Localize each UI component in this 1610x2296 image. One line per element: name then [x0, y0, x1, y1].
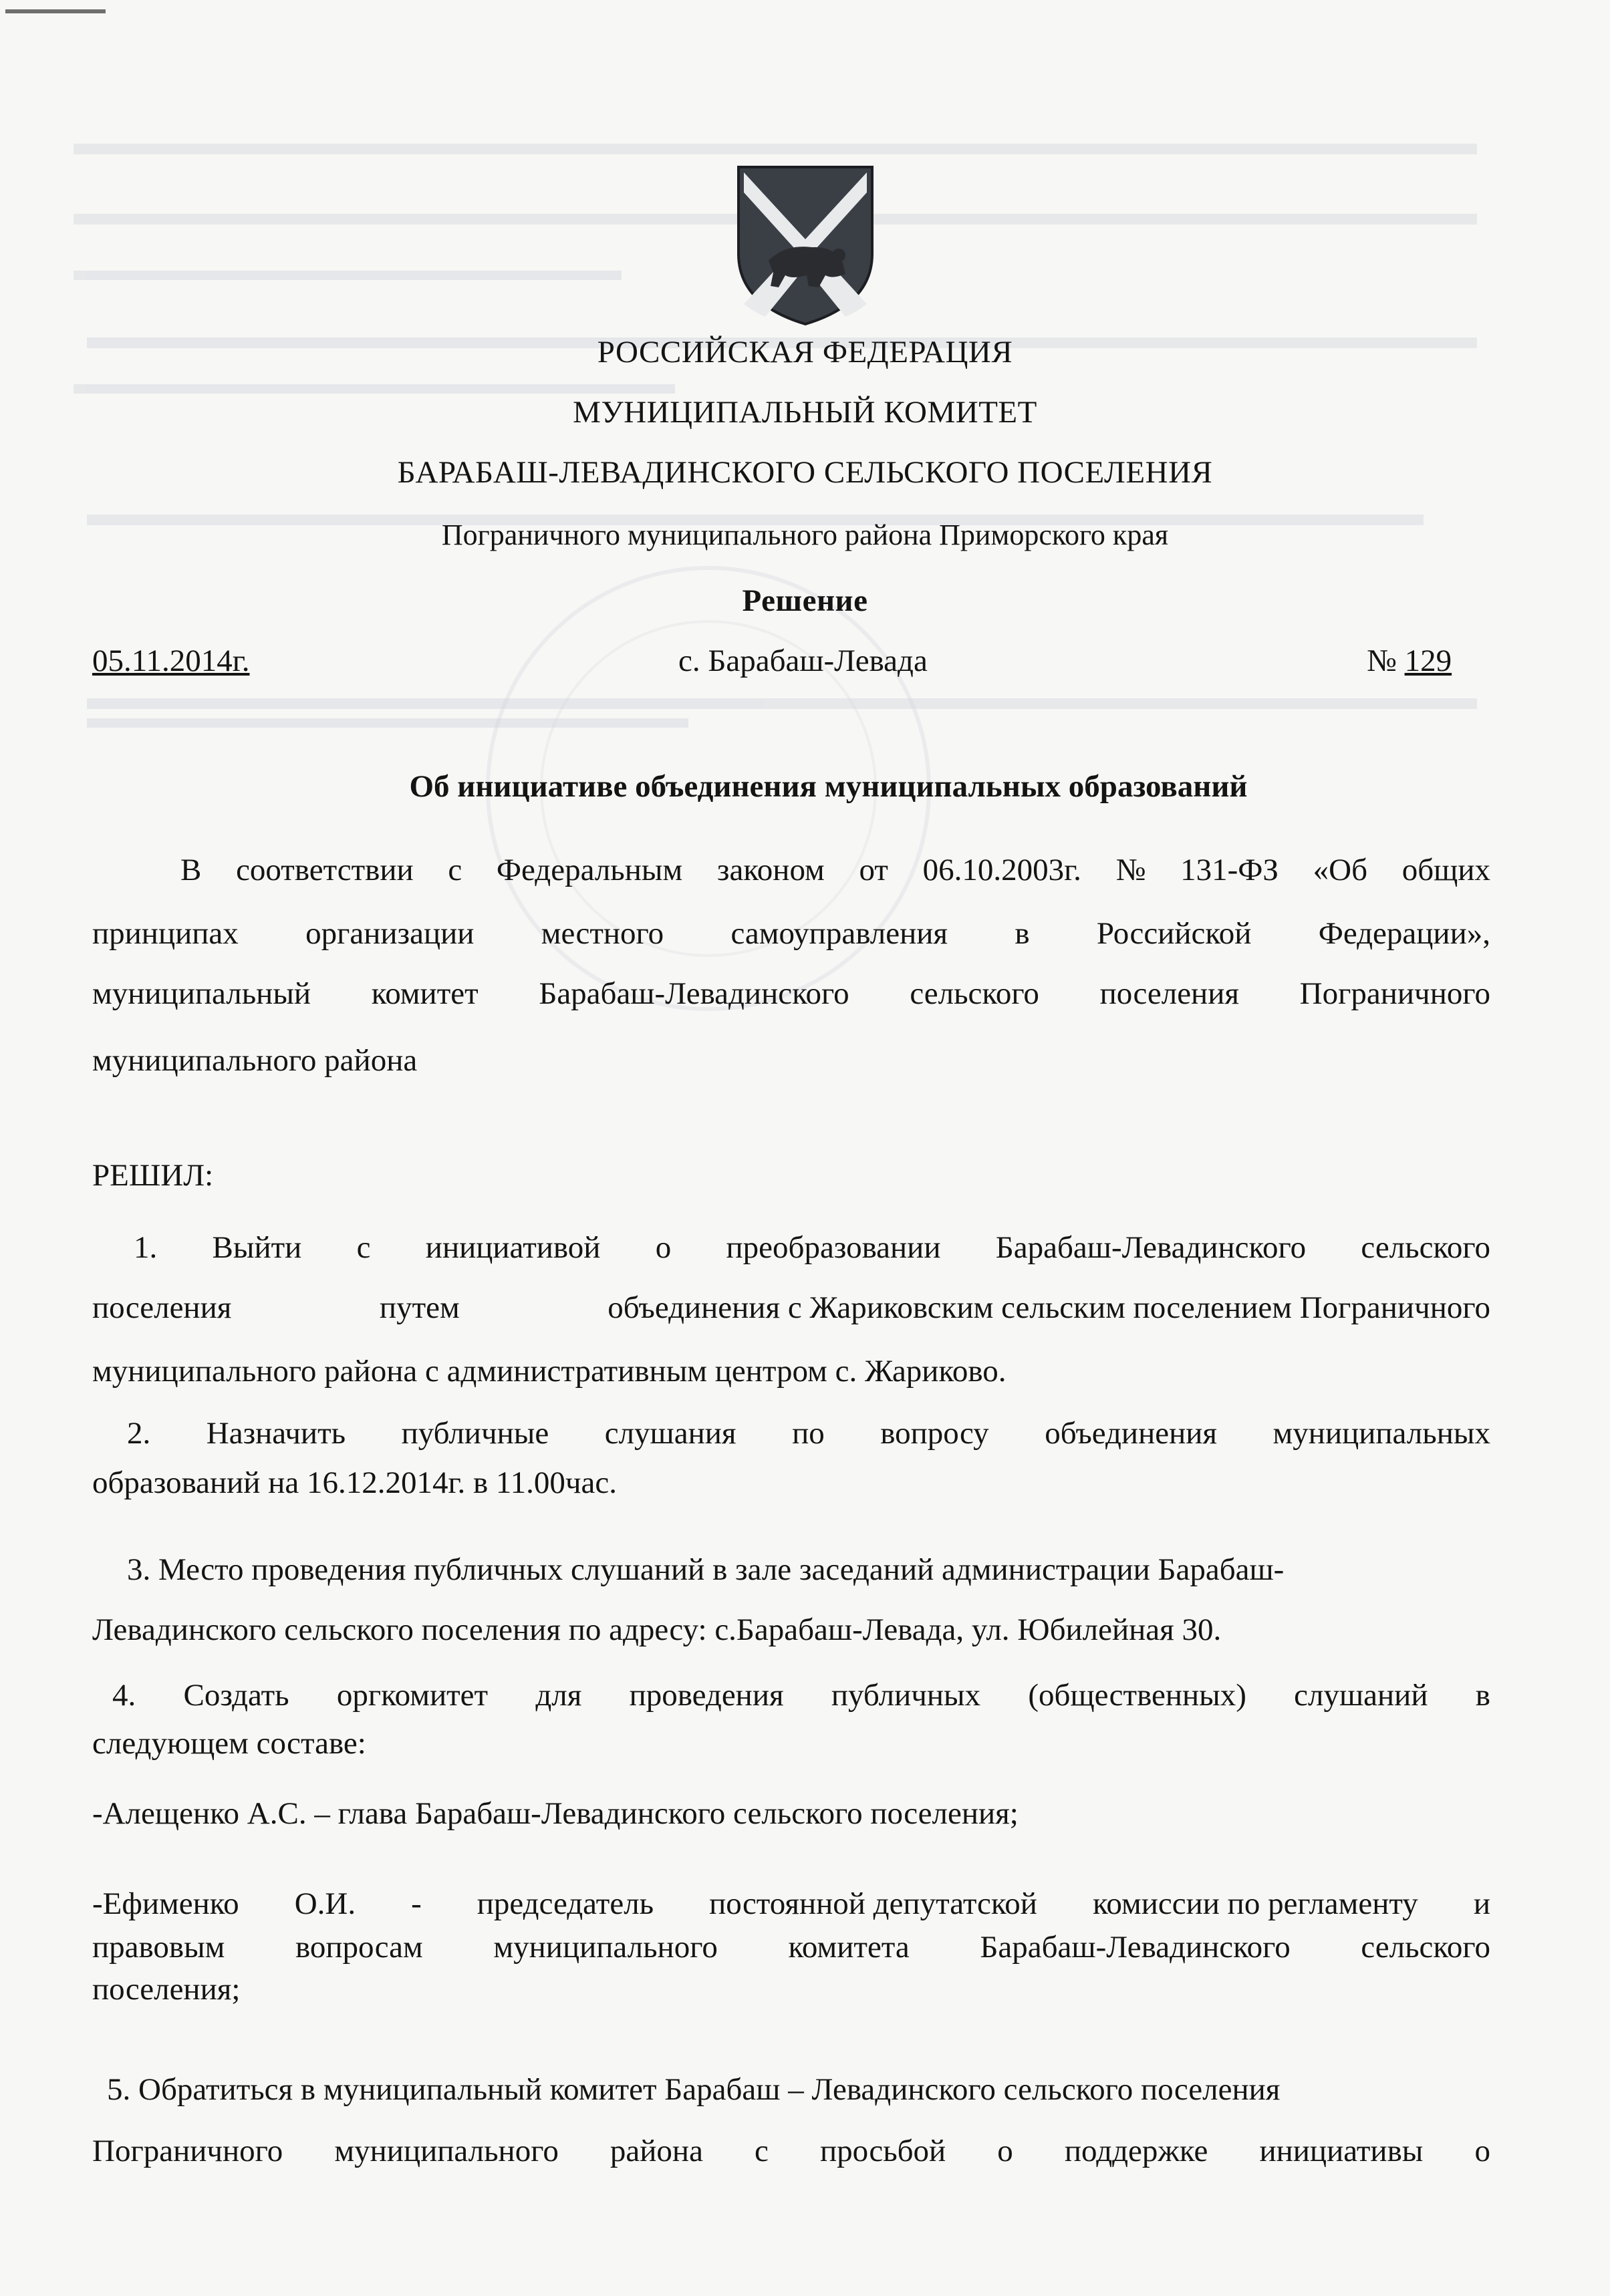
justified-word: Российской — [1096, 916, 1252, 951]
justified-word: поддержке — [1064, 2134, 1208, 2168]
justified-word: 4. — [112, 1678, 136, 1713]
preamble-line-3 — [92, 976, 1490, 1012]
justified-word: Пограничного — [1299, 976, 1490, 1011]
justified-word: 06.10.2003г. — [922, 853, 1081, 887]
justified-word: комиссии по регламенту — [1092, 1886, 1418, 1921]
item-2-line-1 — [127, 1415, 1490, 1451]
justified-word: комитета — [788, 1930, 910, 1965]
justified-word: № — [1115, 853, 1146, 887]
header-district: Пограничного муниципального района Приморского края — [441, 519, 1169, 551]
justified-word: соответствии — [236, 853, 414, 887]
member-2-line-3: поселения; — [92, 1972, 241, 2007]
justified-word: О.И. — [294, 1886, 356, 1921]
justified-word: вопросу — [880, 1416, 989, 1451]
justified-word: Назначить — [206, 1416, 346, 1451]
justified-word: комитет — [371, 976, 479, 1011]
justified-word: проведения — [629, 1678, 784, 1713]
justified-word: муниципальных — [1272, 1416, 1490, 1451]
justified-word: Барабаш-Левадинского — [980, 1930, 1291, 1965]
justified-word: Выйти — [212, 1230, 302, 1265]
coat-of-arms-emblem — [732, 160, 879, 327]
item-1-line-2 — [92, 1290, 1490, 1326]
justified-word: объединения с Жариковским сельским поселением Пограничного — [608, 1290, 1490, 1325]
justified-word: оргкомитет — [336, 1678, 489, 1713]
justified-word: 131-ФЗ — [1180, 853, 1279, 887]
header-committee: МУНИЦИПАЛЬНЫЙ КОМИТЕТ — [573, 395, 1037, 430]
justified-word: с — [356, 1230, 371, 1265]
justified-word: о — [1474, 2134, 1490, 2168]
justified-word: слушаний — [1294, 1678, 1428, 1713]
justified-word: публичных — [831, 1678, 981, 1713]
item-1-line-1 — [134, 1230, 1490, 1266]
item-3-line-1: 3. Место проведения публичных слушаний в зале заседаний администрации Барабаш- — [127, 1552, 1285, 1587]
preamble-line-1 — [180, 852, 1490, 888]
justified-word: - — [411, 1886, 422, 1921]
justified-word: поселения — [1099, 976, 1239, 1011]
justified-word: объединения — [1045, 1416, 1218, 1451]
justified-word: местного — [541, 916, 664, 951]
justified-word: самоуправления — [730, 916, 948, 951]
justified-word: общих — [1401, 853, 1490, 887]
decision-date: 05.11.2014г. — [92, 643, 250, 678]
decision-place: с. Барабаш-Левада — [678, 643, 928, 678]
justified-word: публичные — [401, 1416, 549, 1451]
preamble-line-4: муниципального района — [92, 1043, 418, 1078]
justified-word: Барабаш-Левадинского — [539, 976, 849, 1011]
justified-word: (общественных) — [1028, 1678, 1246, 1713]
justified-word: муниципального — [334, 2134, 559, 2168]
justified-word: инициативой — [425, 1230, 601, 1265]
justified-word: инициативы — [1259, 2134, 1424, 2168]
justified-word: сельского — [910, 976, 1039, 1011]
member-2-line-1 — [92, 1886, 1490, 1922]
justified-word: преобразовании — [726, 1230, 941, 1265]
justified-word: В — [180, 853, 202, 887]
item-5-line-2 — [92, 2133, 1490, 2169]
justified-word: Пограничного — [92, 2134, 283, 2168]
item-5-line-1: 5. Обратиться в муниципальный комитет Барабаш – Левадинского сельского поселения — [107, 2072, 1281, 2107]
justified-word: муниципальный — [92, 976, 311, 1011]
justified-word: вопросам — [295, 1930, 423, 1965]
justified-word: принципах — [92, 916, 239, 951]
justified-word: по — [792, 1416, 825, 1451]
justified-word: и — [1473, 1886, 1490, 1921]
resolved-heading: РЕШИЛ: — [92, 1158, 214, 1193]
justified-word: поселения — [92, 1290, 232, 1325]
justified-word: района — [610, 2134, 703, 2168]
header-settlement: БАРАБАШ-ЛЕВАДИНСКОГО СЕЛЬСКОГО ПОСЕЛЕНИЯ — [397, 455, 1213, 490]
justified-word: в — [1475, 1678, 1490, 1713]
member-2-line-2 — [92, 1929, 1490, 1965]
justified-word: Федерации», — [1318, 916, 1490, 951]
number-value: 129 — [1404, 643, 1452, 678]
justified-word: для — [535, 1678, 582, 1713]
justified-word: «Об — [1313, 853, 1368, 887]
justified-word: Создать — [183, 1678, 289, 1713]
justified-word: 1. — [134, 1230, 158, 1265]
justified-word: постоянной депутатской — [709, 1886, 1037, 1921]
justified-word: о — [655, 1230, 672, 1265]
member-1: -Алещенко А.С. – глава Барабаш-Левадинского сельского поселения; — [92, 1796, 1019, 1831]
justified-word: муниципального — [493, 1930, 718, 1965]
justified-word: с — [755, 2134, 769, 2168]
justified-word: законом — [716, 853, 825, 887]
justified-word: правовым — [92, 1930, 225, 1965]
justified-word: 2. — [127, 1416, 151, 1451]
preamble-line-2 — [92, 915, 1490, 952]
justified-word: председатель — [477, 1886, 654, 1921]
justified-word: организации — [305, 916, 475, 951]
justified-word: в — [1015, 916, 1030, 951]
justified-word: -Ефименко — [92, 1886, 239, 1921]
justified-word: от — [859, 853, 888, 887]
header-country: РОССИЙСКАЯ ФЕДЕРАЦИЯ — [597, 335, 1013, 370]
document-title: Об инициативе объединения муниципальных образований — [409, 769, 1248, 804]
item-2-line-2: образований на 16.12.2014г. в 11.00час. — [92, 1465, 618, 1500]
item-1-line-3: муниципального района с административным центром с. Жариково. — [92, 1354, 1007, 1389]
doc-type-title: Решение — [742, 583, 868, 618]
justified-word: Федеральным — [496, 853, 683, 887]
justified-word: просьбой — [820, 2134, 946, 2168]
number-prefix: № — [1367, 643, 1397, 678]
item-4-line-1 — [112, 1677, 1490, 1713]
justified-word: сельского — [1361, 1930, 1490, 1965]
item-3-line-2: Левадинского сельского поселения по адресу: с.Барабаш-Левада, ул. Юбилейная 30. — [92, 1612, 1222, 1647]
justified-word: слушания — [604, 1416, 736, 1451]
justified-word: сельского — [1361, 1230, 1490, 1265]
justified-word: путем — [379, 1290, 460, 1325]
item-4-line-2: следующем составе: — [92, 1726, 366, 1761]
scan-corner-mark — [5, 9, 106, 13]
justified-word: с — [448, 853, 462, 887]
justified-word: о — [997, 2134, 1013, 2168]
justified-word: Барабаш-Левадинского — [995, 1230, 1307, 1265]
decision-number — [1367, 643, 1452, 679]
